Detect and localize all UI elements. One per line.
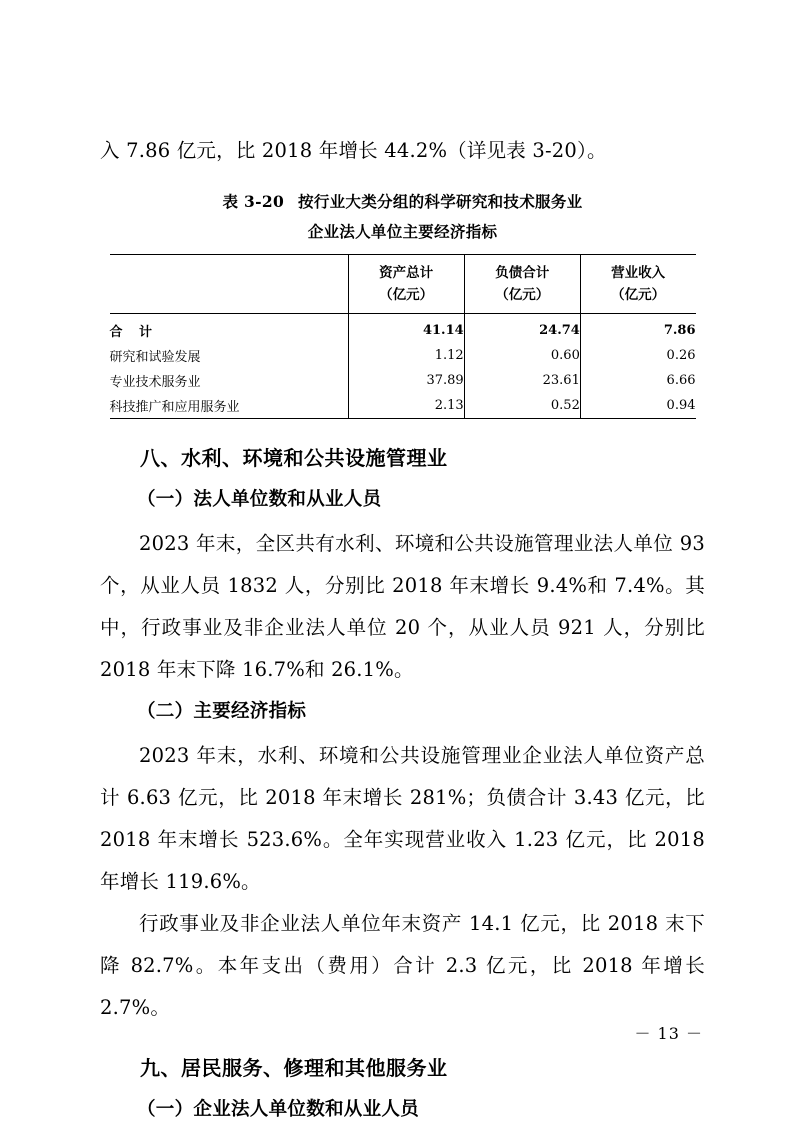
table-row — [110, 314, 696, 344]
table-caption — [100, 188, 705, 216]
row-total-liabilities: 24.74 — [464, 314, 580, 344]
table-caption-line2: 企业法人单位主要经济指标 — [307, 222, 498, 241]
row-professional-liabilities: 23.61 — [464, 368, 580, 393]
paragraph-8-2-2: 行政事业及非企业法人单位年末资产 14.1 亿元，比 2018 末下降 82.7%。本年支出（费用）合计 2.3 亿元，比 2018 年增长 2.7%。 — [100, 912, 705, 1019]
row-rnd-liabilities: 0.60 — [464, 343, 580, 368]
row-label-promotion: 科技推广和应用服务业 — [110, 393, 349, 419]
row-promotion-assets: 2.13 — [348, 393, 464, 419]
table-row — [110, 368, 696, 393]
row-rnd-assets: 1.12 — [348, 343, 464, 368]
row-promotion-liabilities: 0.52 — [464, 393, 580, 419]
column-header-liabilities — [464, 255, 580, 314]
column-header-revenue-line2: （亿元） — [611, 287, 666, 303]
section-heading-8: 八、水利、环境和公共设施管理业 — [140, 446, 448, 470]
opening-paragraph: 入 7.86 亿元，比 2018 年增长 44.2%（详见表 3-20）。 — [100, 139, 607, 162]
table-caption-line1: 按行业大类分组的科学研究和技术服务业 — [298, 192, 583, 211]
table-row — [110, 343, 696, 368]
table-caption-line2-wrap — [100, 218, 705, 246]
row-total-assets: 41.14 — [348, 314, 464, 344]
row-total-revenue: 7.86 — [580, 314, 695, 344]
column-header-liabilities-line2: （亿元） — [495, 287, 550, 303]
column-header-assets-line1: 资产总计 — [379, 265, 434, 281]
column-header-liabilities-line1: 负债合计 — [495, 265, 550, 281]
paragraph-8-2-1: 2023 年末，水利、环境和公共设施管理业企业法人单位资产总计 6.63 亿元，比 2018 年末增长 281%；负债合计 3.43 亿元，比 2018 年末增长 523.6%。全年实现营业收入 1.23 亿元，比 2018 年增长 119.6%。 — [100, 744, 705, 893]
subsection-heading-8-1: （一）法人单位数和从业人员 — [137, 489, 382, 510]
subsection-heading-8-2: （二）主要经济指标 — [137, 701, 307, 722]
row-label-total: 合 计 — [109, 325, 159, 340]
row-label-professional: 专业技术服务业 — [109, 375, 201, 390]
row-rnd-revenue: 0.26 — [580, 343, 695, 368]
column-header-assets — [348, 255, 464, 314]
table-caption-number: 表 3-20 — [222, 192, 285, 211]
column-header-revenue-line1: 营业收入 — [611, 265, 666, 281]
row-professional-assets: 37.89 — [348, 368, 464, 393]
subsection-heading-9-1: （一）企业法人单位数和从业人员 — [137, 1099, 420, 1120]
table-header-row — [110, 255, 696, 314]
section-heading-9: 九、居民服务、修理和其他服务业 — [140, 1056, 448, 1080]
column-header-revenue — [580, 255, 695, 314]
economic-indicators-table — [110, 254, 696, 419]
row-promotion-revenue: 0.94 — [580, 393, 695, 419]
page-number: － 13 － — [634, 1024, 703, 1043]
table-row — [110, 393, 696, 419]
row-label-rnd: 研究和试验发展 — [109, 350, 201, 365]
row-professional-revenue: 6.66 — [580, 368, 695, 393]
table-corner-cell — [110, 255, 349, 314]
column-header-assets-line2: （亿元） — [379, 287, 434, 303]
paragraph-8-1-1: 2023 年末，全区共有水利、环境和公共设施管理业法人单位 93 个，从业人员 1832 人，分别比 2018 年末增长 9.4%和 7.4%。其中，行政事业及非企业法人单位 20 个，从业人员 921 人，分别比 2018 年末下降 16.7%和 26.1%。 — [100, 532, 705, 681]
